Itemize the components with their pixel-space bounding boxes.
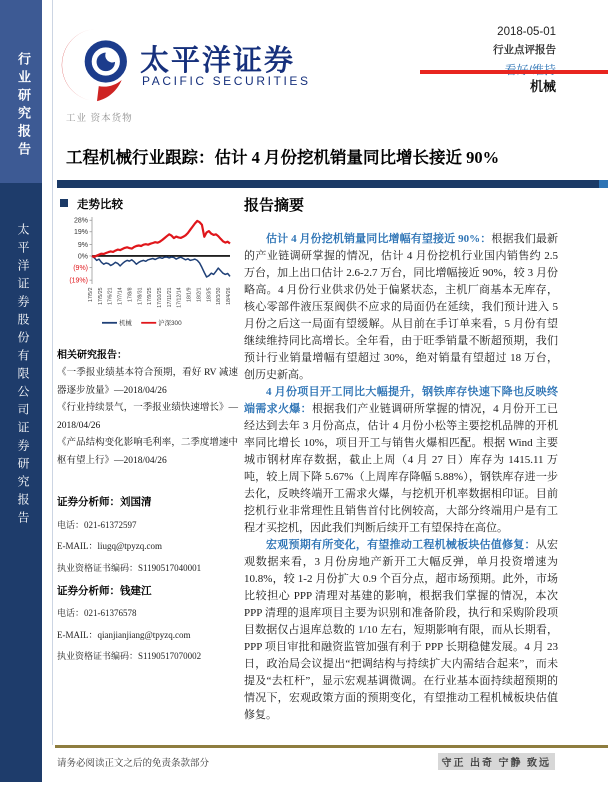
analyst-email-row bbox=[57, 628, 238, 641]
svg-text:18/1/9: 18/1/9 bbox=[186, 287, 193, 302]
analyst-cert-row bbox=[57, 649, 238, 662]
svg-text:9%: 9% bbox=[77, 241, 88, 249]
trend-chart bbox=[56, 212, 236, 330]
email-value: liugq@tpyzq.com bbox=[97, 541, 163, 551]
report-summary bbox=[244, 194, 558, 724]
section-bullet-icon bbox=[60, 199, 68, 207]
sidebar-top-block bbox=[0, 0, 42, 183]
related-report-item: 《一季报业绩基本符合预期，看好 RV 减速器逐步放量》—2018/04/26 bbox=[57, 368, 238, 396]
trend-chart-container bbox=[56, 212, 236, 330]
sidebar-company-line: 太平洋证券股份有限公司证券研究报告 bbox=[16, 223, 30, 529]
sidebar-report-category: 行业研究报告 bbox=[16, 52, 31, 160]
paragraph-lead: 宏观预期有所变化，有望推动工程机械板块估值修复： bbox=[266, 539, 536, 551]
analysts-section bbox=[57, 494, 238, 662]
summary-paragraph bbox=[244, 231, 558, 384]
analyst-role-label: 证券分析师： bbox=[57, 497, 120, 508]
related-report-item: 《产品结构变化影响毛利率，二季度增速中枢有望上行》—2018/04/26 bbox=[57, 438, 238, 466]
related-reports-section bbox=[57, 346, 238, 470]
svg-text:18/3/5: 18/3/5 bbox=[206, 287, 213, 302]
svg-text:28%: 28% bbox=[73, 217, 88, 225]
svg-text:机械: 机械 bbox=[119, 320, 132, 327]
analyst-name: 钱建江 bbox=[120, 585, 152, 597]
brand-name-en: PACIFIC SECURITIES bbox=[142, 74, 311, 88]
analyst-name-line bbox=[57, 494, 238, 509]
rating-underline bbox=[420, 70, 608, 74]
pacific-securities-logo-icon bbox=[60, 25, 134, 105]
svg-text:17/5/2: 17/5/2 bbox=[88, 287, 94, 302]
svg-text:(9%): (9%) bbox=[73, 264, 88, 272]
svg-text:17/7/14: 17/7/14 bbox=[117, 287, 124, 305]
title-divider-cap bbox=[599, 180, 608, 188]
trend-header-label: 走势比较 bbox=[77, 199, 123, 211]
email-label: E-MAIL： bbox=[57, 541, 98, 551]
analyst-cert-row bbox=[57, 561, 238, 574]
cert-value: S1190517070002 bbox=[138, 651, 202, 661]
svg-text:0%: 0% bbox=[77, 253, 88, 261]
svg-text:17/6/21: 17/6/21 bbox=[107, 287, 114, 305]
report-title: 工程机械行业跟踪：估计 4 月份挖机销量同比增长接近 90% bbox=[66, 148, 500, 168]
analyst-role-label: 证券分析师： bbox=[57, 585, 120, 597]
analyst-phone-row bbox=[57, 518, 238, 531]
svg-text:(19%): (19%) bbox=[69, 277, 88, 285]
paragraph-lead: 4 月份项目开工同比大幅提升，钢铁库存快速下降也反映终端需求火爆： bbox=[244, 386, 558, 415]
analyst-name: 刘国清 bbox=[120, 497, 152, 508]
analyst-name-line bbox=[57, 583, 238, 598]
svg-text:17/8/31: 17/8/31 bbox=[137, 287, 144, 305]
svg-text:19%: 19% bbox=[73, 229, 88, 237]
svg-text:17/12/14: 17/12/14 bbox=[176, 287, 183, 308]
paragraph-body: 根据我们产业链调研所掌握的情况，4 月份开工已经达到去年 3 月份高点，估计 4 月份小松等主要挖机品牌的开机率同比增长 10%，项目开工与销售火爆相匹配。根据 Wind 主要城市钢材库存数据，截止上周（4 月 27 日）库存为 1415.11 万吨，较上周下降 5.67%（上周库存降幅 5.88%），钢铁库存进一步去化，反映终端开工需求火爆，与挖机开机率数据相印证。目前挖机行业非常理性且销售首付比例较高，大部分终端用户是有工程才买挖机，因此我们判断后续开工有望保持在高位。 bbox=[244, 403, 559, 534]
email-value: qianjianjiang@tpyzq.com bbox=[97, 629, 191, 640]
sidebar-divider bbox=[52, 0, 53, 745]
title-divider-bar bbox=[57, 180, 599, 188]
svg-text:17/5/25: 17/5/25 bbox=[97, 287, 104, 305]
report-date: 2018-05-01 bbox=[497, 26, 556, 38]
trend-section-header bbox=[60, 195, 123, 213]
phone-value: 021-61376578 bbox=[84, 608, 137, 618]
phone-value: 021-61372597 bbox=[84, 519, 137, 530]
analyst-email-row bbox=[57, 539, 238, 552]
svg-text:18/4/26: 18/4/26 bbox=[226, 287, 232, 305]
paragraph-body: 根据我们最新的产业链调研掌握的情况，估计 4 月份挖机行业国内销售约 2.5 万台，加上出口估计 2.6-2.7 万台，同比增幅接近 90%，较 3 月份略高。4 月份行业供求仍处于偏紧状态，主机厂商基本无库存，核心零部件液压泵阀供不应求的局面仍在延续，我们预计进入 5 月份之后这一局面有望缓解。从目前在手订单来看，5 月份有望继续维持同比高增长。全年看，由于旺季销量不断超预期，我们预计行业销量增幅有望超过 30%，绝对销量有望超过 18 万台，创历史新高。 bbox=[244, 233, 558, 381]
phone-label: 电话： bbox=[57, 519, 85, 530]
sidebar-bottom-block bbox=[0, 183, 42, 782]
email-label: E-MAIL： bbox=[57, 629, 98, 640]
summary-paragraph bbox=[244, 384, 558, 537]
footer-divider bbox=[55, 745, 608, 748]
svg-text:17/11/21: 17/11/21 bbox=[166, 287, 173, 308]
analyst-phone-row bbox=[57, 606, 238, 619]
related-reports-header: 相关研究报告： bbox=[57, 350, 127, 361]
report-type: 行业点评报告 bbox=[493, 44, 556, 56]
related-report-item: 《行业持续景气，一季报业绩快速增长》—2018/04/26 bbox=[57, 403, 238, 431]
paragraph-body: 从宏观数据来看，3 月份房地产新开工大幅反弹，单月投资增速为 10.8%，较 1-2 月份扩大 0.9 个百分点，超市场预期。此外，市场比较担心 PPP 清理对基建的影响，根据我们掌握的情况，本次 PPP 清理的退库项目主要为识别和准备阶段，执行和采购阶段项目数据仅占退库总数的 1/10 左右，短期影响有限，而从长期看，PPP 项目审批和融资监管加强有利于 PPP 长期稳健发展。4 月 23 日，政治局会议提出“把调结构与持续扩大内需结合起来”，而未提及“去杠杆”，显示宏观基调微调。在行业基本面持续超预期的情况下，宏观政策方面的预期变化，有望推动工程机械板块估值修复。 bbox=[244, 539, 559, 721]
svg-text:17/9/25: 17/9/25 bbox=[147, 287, 154, 305]
svg-text:17/10/25: 17/10/25 bbox=[157, 287, 163, 308]
footer-disclaimer: 请务必阅读正文之后的免责条款部分 bbox=[57, 759, 210, 769]
phone-label: 电话： bbox=[57, 608, 85, 618]
summary-paragraph bbox=[244, 537, 558, 724]
paragraph-lead: 估计 4 月份挖机销量同比增幅有望接近 90%： bbox=[266, 233, 492, 245]
cert-label: 执业资格证书编码： bbox=[57, 651, 139, 661]
cert-label: 执业资格证书编码： bbox=[57, 562, 139, 573]
svg-text:18/2/1: 18/2/1 bbox=[196, 287, 203, 302]
industry-name: 机械 bbox=[529, 79, 556, 94]
svg-text:沪深300: 沪深300 bbox=[158, 320, 182, 327]
brand-name-cn: 太平洋证券 bbox=[140, 45, 296, 77]
footer-motto: 守正 出奇 宁静 致远 bbox=[438, 753, 556, 770]
cert-value: S1190517040001 bbox=[138, 562, 202, 573]
sector-breadcrumb: 工业 资本货物 bbox=[66, 113, 133, 124]
svg-text:17/8/8: 17/8/8 bbox=[127, 287, 134, 302]
svg-text:18/3/30: 18/3/30 bbox=[216, 287, 223, 305]
summary-header: 报告摘要 bbox=[244, 198, 305, 214]
